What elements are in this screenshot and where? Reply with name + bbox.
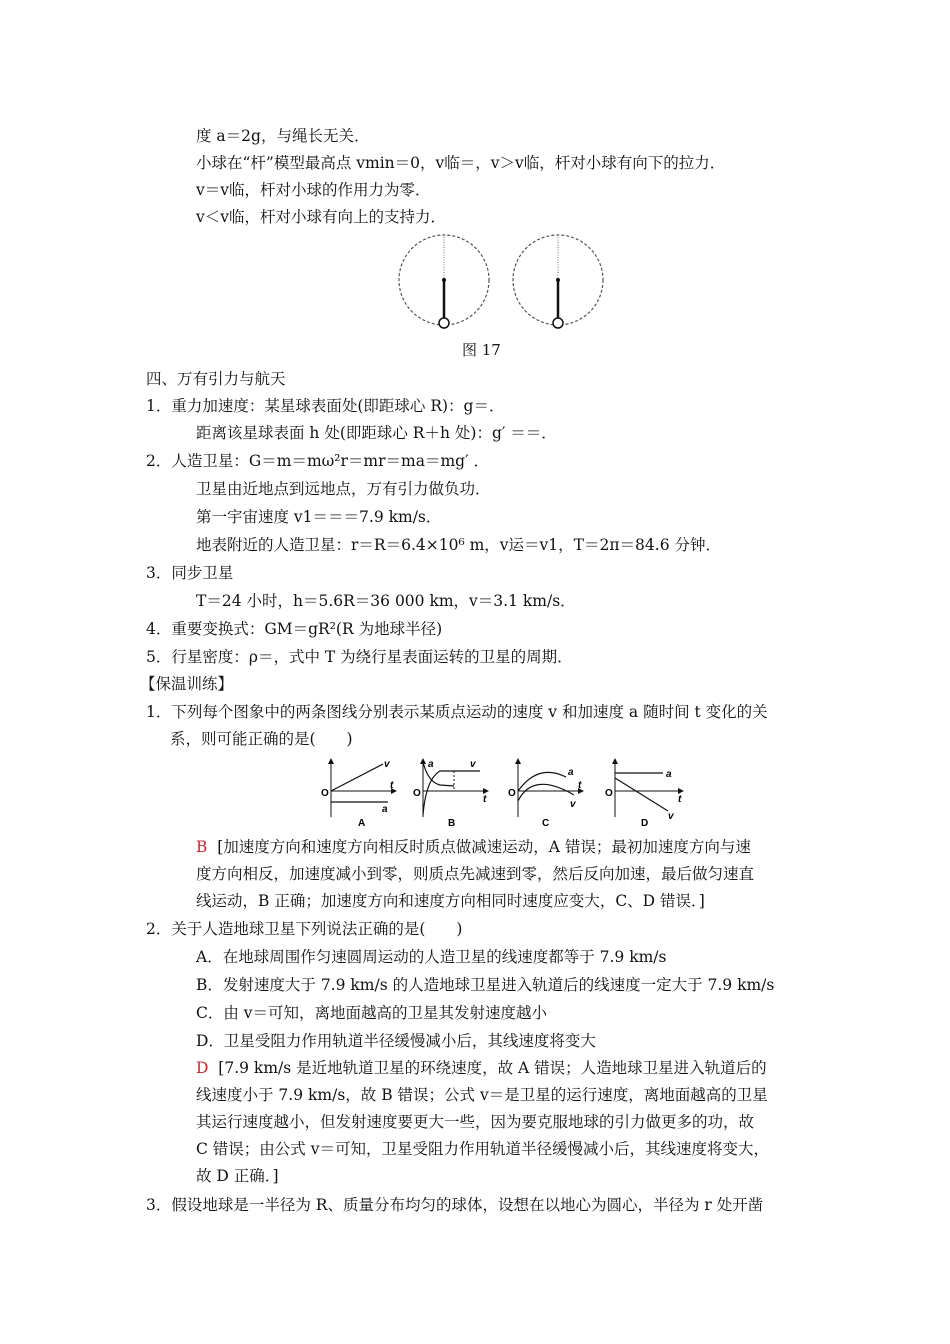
graph-d-a-label: a bbox=[666, 769, 672, 780]
graph-d-v-label: v bbox=[668, 811, 674, 822]
line-l2: 小球在“杆”模型最高点 vmin＝0，v临＝，v＞v临，杆对小球有向下的拉力． bbox=[196, 154, 726, 172]
graph-a-label: A bbox=[358, 818, 366, 829]
line-p2c: 第一宇宙速度 v1＝＝＝7.9 km/s． bbox=[196, 508, 442, 526]
answer-1-letter: B bbox=[196, 838, 208, 856]
answer-1-line-1 bbox=[196, 837, 751, 857]
question-3: 3．假设地球是一半径为 R、质量分布均匀的球体，设想在以地心为圆心，半径为 r 处开凿 bbox=[146, 1196, 764, 1214]
graph-b-a-label: a bbox=[428, 759, 434, 770]
graph-a-t-label: t bbox=[390, 780, 394, 791]
answer-1-line-3: 线运动，B 正确；加速度方向和速度方向相同时速度应变大，C、D 错误．] bbox=[196, 892, 705, 910]
line-p2d: 地表附近的人造卫星：r＝R＝6.4×10⁶ m，v运＝v1，T＝2π＝84.6 分钟． bbox=[196, 536, 721, 554]
rod-model-left bbox=[399, 235, 489, 328]
line-l4: v＜v临，杆对小球有向上的支持力． bbox=[196, 208, 447, 226]
figure-17 bbox=[390, 232, 614, 334]
graph-a-origin: O bbox=[321, 788, 329, 799]
answer-1-line-2: 度方向相反，加速度减小到零，则质点先减速到零，然后反向加速，最后做匀速直 bbox=[196, 865, 755, 883]
line-p4: 4．重要变换式：GM＝gR²(R 为地球半径) bbox=[146, 620, 443, 638]
figure-17-caption: 图 17 bbox=[462, 341, 501, 359]
graph-c bbox=[508, 759, 583, 829]
graph-c-t-label: t bbox=[578, 780, 582, 791]
graph-b-t-label: t bbox=[483, 794, 487, 805]
question-2-option-b: B．发射速度大于 7.9 km/s 的人造地球卫星进入轨道后的线速度一定大于 7.9 km/s bbox=[196, 976, 775, 994]
rod-model-right bbox=[513, 235, 603, 328]
answer-1-text: [加速度方向和速度方向相反时质点做减速运动，A 错误；最初加速度方向与速 bbox=[217, 838, 751, 856]
graph-d-label: D bbox=[641, 818, 649, 829]
question-2-option-a: A．在地球周围作匀速圆周运动的人造卫星的线速度都等于 7.9 km/s bbox=[196, 948, 667, 966]
line-p3b: T＝24 小时，h＝5.6R＝36 000 km，v＝3.1 km/s． bbox=[196, 592, 576, 610]
line-p2: 2．人造卫星：G＝m＝mω²r＝mr＝ma＝mg′ ． bbox=[146, 452, 490, 470]
answer-2-letter: D bbox=[196, 1059, 209, 1077]
graph-c-label: C bbox=[542, 818, 550, 829]
graph-a bbox=[321, 759, 396, 829]
line-p3: 3．同步卫星 bbox=[146, 564, 234, 582]
section-heading-4: 四、万有引力与航天 bbox=[146, 370, 286, 388]
question-2-option-c: C．由 v＝可知，离地面越高的卫星其发射速度越小 bbox=[196, 1004, 548, 1022]
question-2-option-d: D．卫星受阻力作用轨道半径缓慢减小后，其线速度将变大 bbox=[196, 1032, 596, 1050]
answer-2-line-5: 故 D 正确．] bbox=[196, 1167, 279, 1185]
graph-d-t-label: t bbox=[678, 794, 682, 805]
line-l3: v＝v临，杆对小球的作用力为零． bbox=[196, 181, 431, 199]
answer-2-line-1 bbox=[196, 1058, 767, 1078]
answer-2-line-3: 其运行速度越小，但发射速度要更大一些，因为要克服地球的引力做更多的功，故 bbox=[196, 1113, 755, 1131]
graph-c-origin: O bbox=[508, 788, 516, 799]
question-1-line-2: 系，则可能正确的是( ) bbox=[170, 730, 353, 748]
graph-d-origin: O bbox=[605, 788, 613, 799]
line-p5: 5．行星密度：ρ＝，式中 T 为绕行星表面运转的卫星的周期． bbox=[146, 648, 573, 666]
graph-b-label: B bbox=[448, 818, 456, 829]
answer-2-line-2: 线速度小于 7.9 km/s，故 B 错误；公式 v＝是卫星的运行速度，离地面越高的卫星 bbox=[196, 1086, 768, 1104]
line-l1: 度 a＝2g，与绳长无关． bbox=[196, 127, 370, 145]
graph-a-a-label: a bbox=[382, 804, 388, 815]
line-p1: 1．重力加速度：某星球表面处(即距球心 R)：g＝． bbox=[146, 397, 505, 415]
answer-2-line-4: C 错误；由公式 v＝可知，卫星受阻力作用轨道半径缓慢减小后，其线速度将变大， bbox=[196, 1140, 769, 1158]
answer-2-text: [7.9 km/s 是近地轨道卫星的环绕速度，故 A 错误；人造地球卫星进入轨道后的 bbox=[218, 1059, 767, 1077]
question-2: 2．关于人造地球卫星下列说法正确的是( ) bbox=[146, 920, 463, 938]
practice-heading: 【保温训练】 bbox=[140, 675, 234, 693]
graph-b bbox=[413, 759, 488, 829]
graph-b-origin: O bbox=[413, 788, 421, 799]
question-1-line-1: 1．下列每个图象中的两条图线分别表示某质点运动的速度 v 和加速度 a 随时间 t 变化的关 bbox=[146, 703, 768, 721]
graph-d bbox=[605, 759, 683, 829]
graph-c-v-label: v bbox=[570, 799, 576, 810]
question-1-graphs bbox=[318, 757, 690, 829]
graph-c-a-label: a bbox=[568, 767, 574, 778]
line-p2b: 卫星由近地点到远地点，万有引力做负功． bbox=[196, 480, 491, 498]
line-p1b: 距离该星球表面 h 处(即距球心 R＋h 处)：g′ ＝＝． bbox=[196, 424, 557, 442]
graph-a-v-label: v bbox=[384, 759, 390, 770]
graph-b-v-label: v bbox=[470, 759, 476, 770]
